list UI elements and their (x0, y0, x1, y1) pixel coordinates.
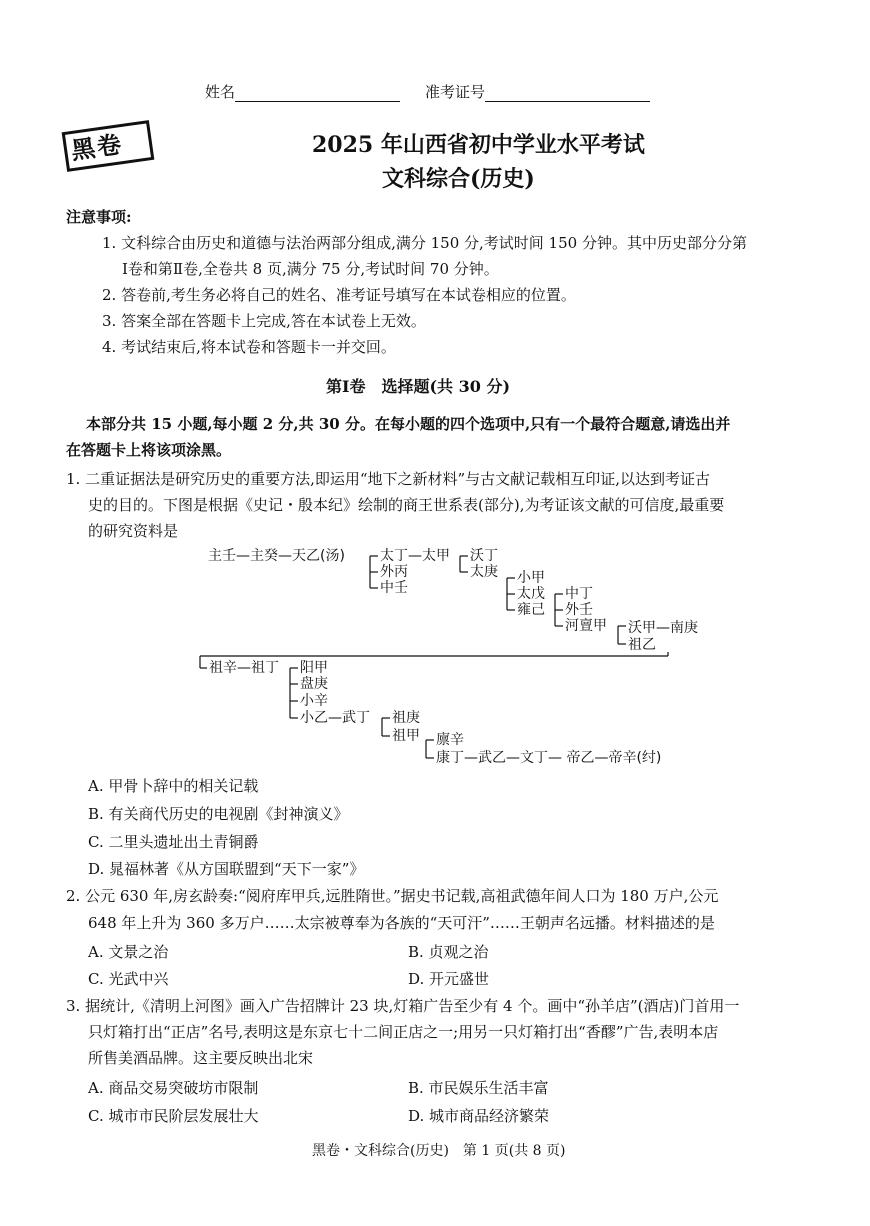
question-text: 2. 公元 630 年,房玄龄奏:“阅府库甲兵,远胜隋世。”据史书记载,高祖武德年间人口为 180 万户,公元 (66, 887, 719, 905)
tree-node: 河亶甲 (565, 618, 607, 634)
tree-node: 中壬 (380, 580, 408, 596)
name-label: 姓名 (205, 83, 236, 101)
tree-node: 祖辛—祖丁 (209, 660, 279, 676)
option-b[interactable]: B. 市民娱乐生活丰富 (408, 1079, 549, 1097)
tree-root: 主壬—主癸—天乙(汤) (208, 548, 345, 564)
tree-node: 盘庚 (300, 676, 328, 692)
note-item: 4. 考试结束后,将本试卷和答题卡一并交回。 (102, 338, 396, 356)
tree-node: 沃甲—南庚 (628, 620, 698, 636)
question-text: 1. 二重证据法是研究历史的重要方法,即运用“地下之新材料”与古文献记载相互印证,以达到考证古 (66, 470, 710, 488)
tree-node: 中丁 (565, 586, 593, 602)
tree-node: 祖庚 (392, 710, 420, 726)
note-item: 3. 答案全部在答题卡上完成,答在本试卷上无效。 (102, 312, 426, 330)
note-item: 2. 答卷前,考生务必将自己的姓名、准考证号填写在本试卷相应的位置。 (102, 286, 576, 304)
question-text: 648 年上升为 360 多万户……太宗被尊奉为各族的“天可汗”……王朝声名远播。材料描述的是 (88, 914, 715, 932)
tree-node: 太戊 (517, 586, 545, 602)
stamp-text: 黑卷 (69, 130, 125, 166)
tree-node: 太丁—太甲 (380, 548, 450, 564)
exam-subtitle: 文科综合(历史) (382, 166, 535, 192)
option-a[interactable]: A. 商品交易突破坊市限制 (88, 1079, 259, 1097)
option-a[interactable]: A. 文景之治 (88, 943, 169, 961)
question-text: 的研究资料是 (88, 522, 179, 540)
section-instruction: 在答题卡上将该项涂黑。 (66, 441, 232, 459)
page-footer: 黑卷・文科综合(历史) 第 1 页(共 8 页) (312, 1143, 566, 1159)
option-d[interactable]: D. 晁福林著《从方国联盟到“天下一家”》 (88, 860, 365, 878)
question-text: 史的目的。下图是根据《史记・殷本纪》绘制的商王世系表(部分),为考证该文献的可信度,最重要 (88, 496, 725, 514)
section-instruction: 本部分共 15 小题,每小题 2 分,共 30 分。在每小题的四个选项中,只有一个最符合题意,请选出并 (86, 415, 731, 433)
option-c[interactable]: C. 二里头遗址出土青铜爵 (88, 833, 259, 851)
option-c[interactable]: C. 城市市民阶层发展壮大 (88, 1107, 259, 1125)
question-text: 3. 据统计,《清明上河图》画入广告招牌计 23 块,灯箱广告至少有 4 个。画中“孙羊店”(酒店)门首用一 (66, 997, 740, 1015)
id-label: 准考证号 (425, 83, 486, 101)
tree-node: 雍己 (517, 602, 545, 618)
tree-node: 小甲 (517, 570, 545, 586)
tree-node: 沃丁 (470, 548, 498, 564)
note-item: Ⅰ卷和第Ⅱ卷,全卷共 8 页,满分 75 分,考试时间 70 分钟。 (122, 260, 499, 278)
option-d[interactable]: D. 开元盛世 (408, 970, 490, 988)
exam-title: 2025 年山西省初中学业水平考试 (312, 132, 645, 158)
option-b[interactable]: B. 有关商代历史的电视剧《封神演义》 (88, 805, 349, 823)
tree-node: 小乙—武丁 (300, 710, 370, 726)
notes-heading: 注意事项: (66, 208, 132, 226)
option-b[interactable]: B. 贞观之治 (408, 943, 489, 961)
note-item: 1. 文科综合由历史和道德与法治两部分组成,满分 150 分,考试时间 150 分钟。其中历史部分分第 (102, 234, 747, 252)
tree-node: 阳甲 (300, 660, 328, 676)
tree-node: 祖乙 (628, 637, 656, 653)
option-a[interactable]: A. 甲骨卜辞中的相关记载 (88, 777, 259, 795)
tree-node: 太庚 (470, 564, 498, 580)
question-text: 所售美酒品牌。这主要反映出北宋 (88, 1049, 314, 1067)
option-d[interactable]: D. 城市商品经济繁荣 (408, 1107, 550, 1125)
tree-node: 小辛 (300, 693, 328, 709)
tree-node: 外壬 (565, 602, 593, 618)
option-c[interactable]: C. 光武中兴 (88, 970, 169, 988)
tree-node: 廪辛 (436, 732, 464, 748)
question-text: 只灯箱打出“正店”名号,表明这是东京七十二间正店之一;用另一只灯箱打出“香醪”广告,表明本店 (88, 1023, 719, 1041)
tree-node: 外丙 (380, 564, 408, 580)
tree-node: 康丁—武乙—文丁— 帝乙—帝辛(纣) (436, 750, 662, 766)
tree-node: 祖甲 (392, 728, 420, 744)
section-title: 第Ⅰ卷 选择题(共 30 分) (326, 377, 511, 396)
